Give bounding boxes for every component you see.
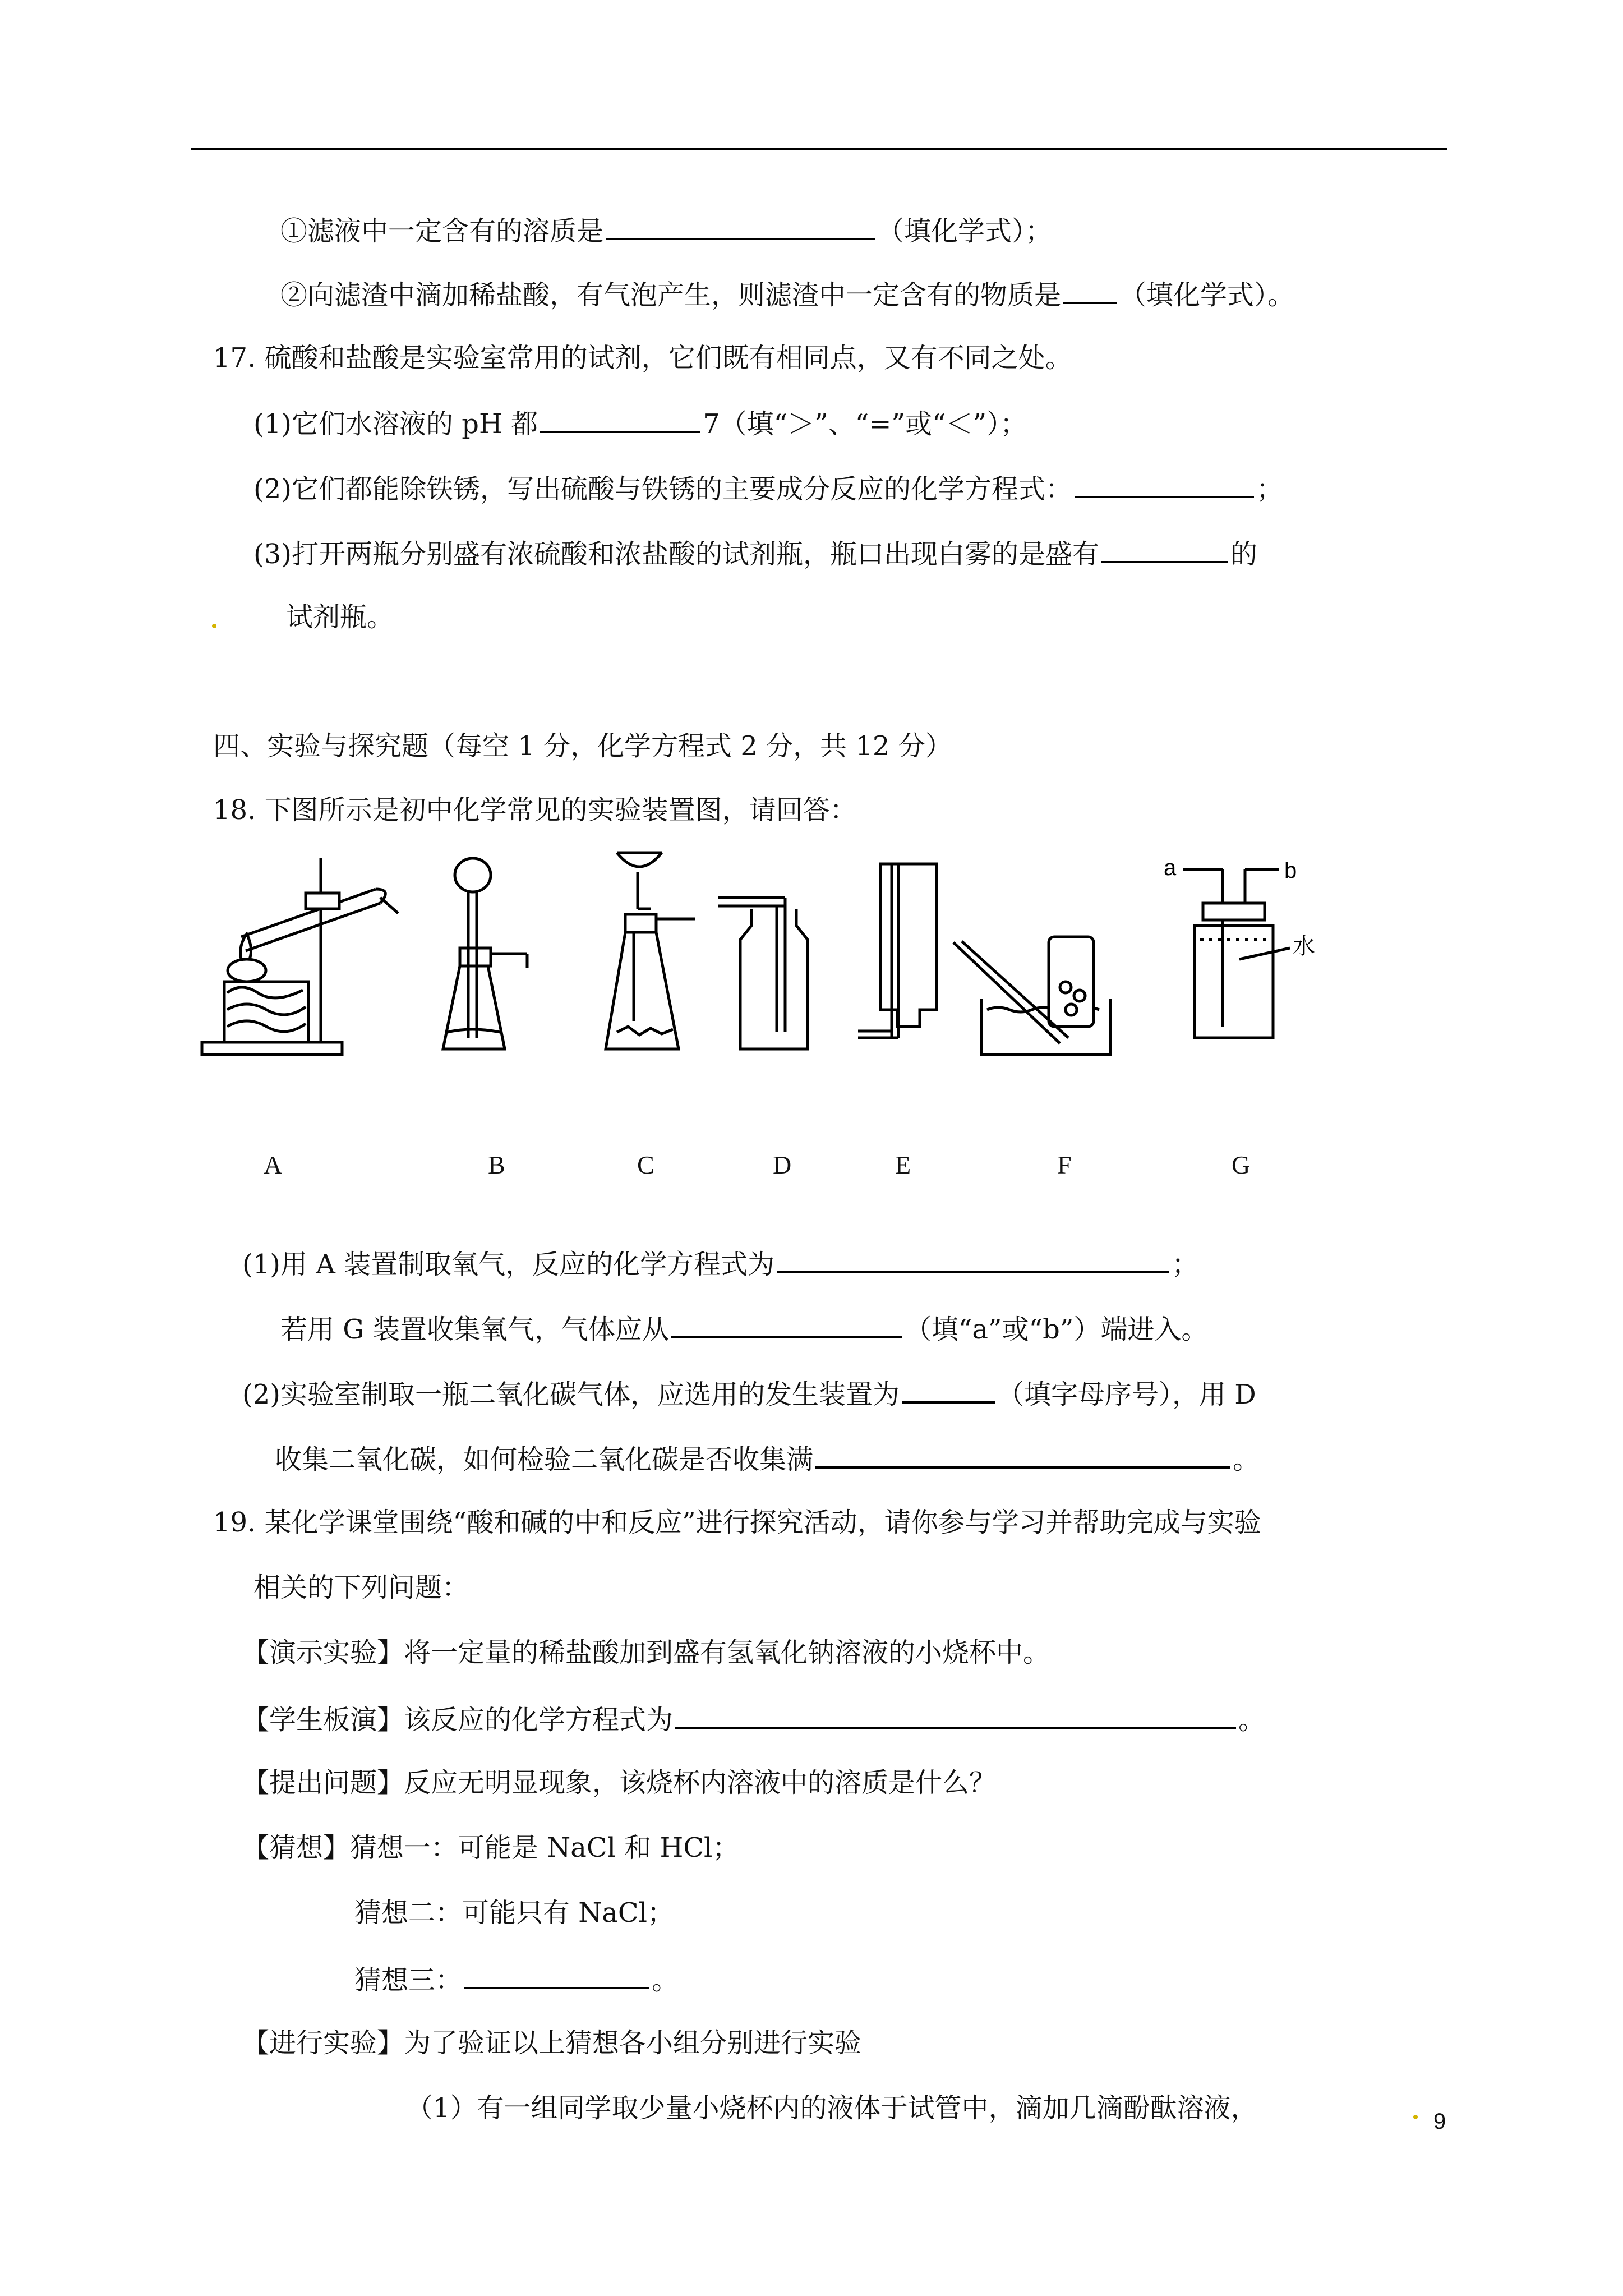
label-c: C bbox=[637, 1151, 654, 1179]
apparatus-d-icon bbox=[718, 898, 808, 1049]
student-board: 【学生板演】该反应的化学方程式为 。 bbox=[242, 1700, 1265, 1738]
label-e: E bbox=[895, 1151, 911, 1179]
q17-part2: (2)它们都能除铁锈，写出硫酸与铁锈的主要成分反应的化学方程式： ； bbox=[253, 469, 1283, 507]
label-d: D bbox=[773, 1151, 792, 1179]
apparatus-e-icon bbox=[858, 864, 937, 1038]
experiment-step-1: （1）有一组同学取少量小烧杯内的液体于试管中，滴加几滴酚酞溶液， bbox=[406, 2092, 1258, 2124]
answer-blank[interactable] bbox=[540, 404, 700, 433]
answer-blank[interactable] bbox=[815, 1439, 1230, 1469]
raise-question: 【提出问题】反应无明显现象，该烧杯内溶液中的溶质是什么？ bbox=[242, 1767, 997, 1798]
question-19: 19. 某化学课堂围绕“酸和碱的中和反应”进行探究活动，请你参与学习并帮助完成与实验 bbox=[213, 1507, 1261, 1538]
filtrate-line: ①滤液中一定含有的溶质是 （填化学式）； bbox=[280, 211, 1052, 249]
g-label-water: 水 bbox=[1293, 934, 1315, 959]
question-17: 17. 硫酸和盐酸是实验室常用的试剂，它们既有相同点，又有不同之处。 bbox=[213, 342, 1072, 374]
section-4-heading: 四、实验与探究题（每空 1 分，化学方程式 2 分，共 12 分） bbox=[213, 730, 952, 762]
label-f: F bbox=[1057, 1151, 1072, 1179]
q18-part1-cont: 若用 G 装置收集氧气，气体应从 （填“a”或“b”）端进入。 bbox=[280, 1309, 1208, 1347]
stray-dot bbox=[1413, 2115, 1418, 2119]
apparatus-c-icon bbox=[606, 853, 695, 1049]
apparatus-f-icon bbox=[953, 937, 1110, 1055]
answer-blank[interactable] bbox=[675, 1700, 1236, 1729]
apparatus-g-icon bbox=[1164, 855, 1315, 1038]
residue-line: ②向滤渣中滴加稀盐酸，有气泡产生，则滤渣中一定含有的物质是 （填化学式）。 bbox=[280, 275, 1294, 313]
answer-blank[interactable] bbox=[1063, 275, 1117, 304]
guess-one: 【猜想】猜想一：可能是 NaCl 和 HCl； bbox=[242, 1832, 740, 1864]
guess-two: 猜想二：可能只有 NaCl； bbox=[354, 1897, 674, 1929]
q18-part2: (2)实验室制取一瓶二氧化碳气体，应选用的发生装置为 （填字母序号），用 D bbox=[242, 1374, 1256, 1412]
label-a: A bbox=[264, 1151, 283, 1179]
q18-part2-cont: 收集二氧化碳，如何检验二氧化碳是否收集满 。 bbox=[275, 1439, 1260, 1478]
g-label-a: a bbox=[1164, 855, 1177, 880]
demo-experiment: 【演示实验】将一定量的稀盐酸加到盛有氢氧化钠溶液的小烧杯中。 bbox=[242, 1637, 1050, 1668]
answer-blank[interactable] bbox=[902, 1374, 995, 1404]
answer-blank[interactable] bbox=[671, 1309, 902, 1338]
q17-part1: (1)它们水溶液的 pH 都 7（填“＞”、“=”或“＜”）； bbox=[253, 404, 1027, 442]
header-rule bbox=[191, 148, 1447, 150]
page-number: 9 bbox=[1433, 2109, 1446, 2134]
answer-blank[interactable] bbox=[606, 211, 875, 240]
apparatus-figure bbox=[191, 841, 1315, 1111]
q17-part3-cont: 试剂瓶。 bbox=[286, 601, 394, 633]
conduct-experiment: 【进行实验】为了验证以上猜想各小组分别进行实验 bbox=[242, 2027, 862, 2059]
question-19-cont: 相关的下列问题： bbox=[253, 1572, 469, 1603]
q18-part1: (1)用 A 装置制取氧气，反应的化学方程式为 ； bbox=[242, 1244, 1198, 1282]
answer-blank[interactable] bbox=[464, 1960, 649, 1989]
answer-blank[interactable] bbox=[777, 1244, 1169, 1273]
apparatus-b-icon bbox=[443, 858, 527, 1049]
question-18: 18. 下图所示是初中化学常见的实验装置图，请回答： bbox=[213, 794, 857, 826]
g-label-b: b bbox=[1284, 858, 1297, 883]
answer-blank[interactable] bbox=[1075, 469, 1254, 498]
q17-part3: (3)打开两瓶分别盛有浓硫酸和浓盐酸的试剂瓶，瓶口出现白雾的是盛有 的 bbox=[253, 534, 1257, 572]
label-g: G bbox=[1232, 1151, 1251, 1179]
apparatus-a-icon bbox=[202, 858, 398, 1055]
label-b: B bbox=[488, 1151, 505, 1179]
stray-dot bbox=[212, 624, 216, 628]
guess-three: 猜想三： 。 bbox=[354, 1960, 679, 1998]
answer-blank[interactable] bbox=[1101, 534, 1228, 563]
